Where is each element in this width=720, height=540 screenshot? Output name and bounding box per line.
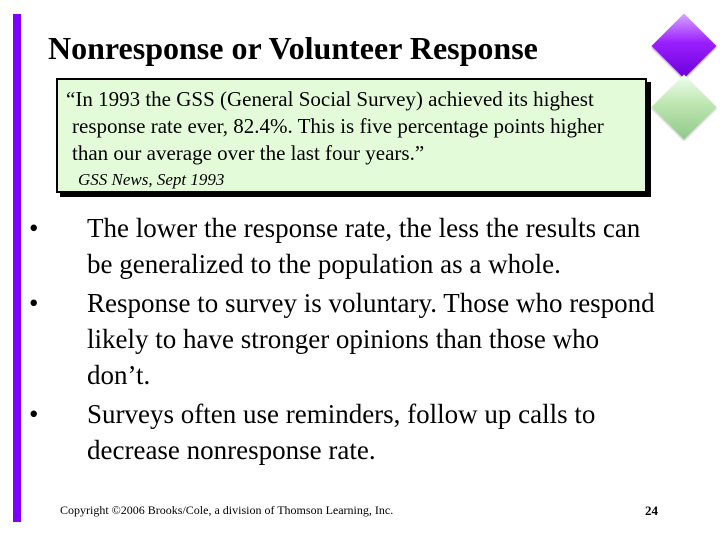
- page-number: 24: [645, 503, 658, 518]
- bullet-text: Response to survey is voluntary. Those who respond likely to have stronger opinions than those who don’t.: [87, 288, 655, 390]
- copyright-notice: Copyright ©2006 Brooks/Cole, a division of Thomson Learning, Inc.: [60, 503, 394, 517]
- bullet-icon: •: [29, 288, 39, 318]
- bullet-text: The lower the response rate, the less the results can be generalized to the population as a whole.: [87, 213, 641, 279]
- bullet-list: [24, 210, 664, 471]
- bullet-icon: •: [29, 213, 39, 243]
- quote-box: [56, 78, 647, 193]
- green-diamond-icon: [651, 74, 716, 139]
- bullet-icon: •: [29, 399, 39, 429]
- accent-bar: [13, 14, 21, 522]
- purple-diamond-icon: [651, 13, 716, 78]
- slide-title: Nonresponse or Volunteer Response: [48, 30, 538, 66]
- bullet-item: [24, 210, 664, 282]
- bullet-item: [24, 396, 664, 468]
- quote-source: GSS News, Sept 1993: [78, 170, 225, 189]
- bullet-item: [24, 285, 664, 393]
- bullet-text: Surveys often use reminders, follow up calls to decrease nonresponse rate.: [87, 399, 596, 465]
- quote-text: “In 1993 the GSS (General Social Survey) achieved its highest response rate ever, 82.4%. This is five percentage points higher than our average over the last four years.”: [66, 87, 604, 165]
